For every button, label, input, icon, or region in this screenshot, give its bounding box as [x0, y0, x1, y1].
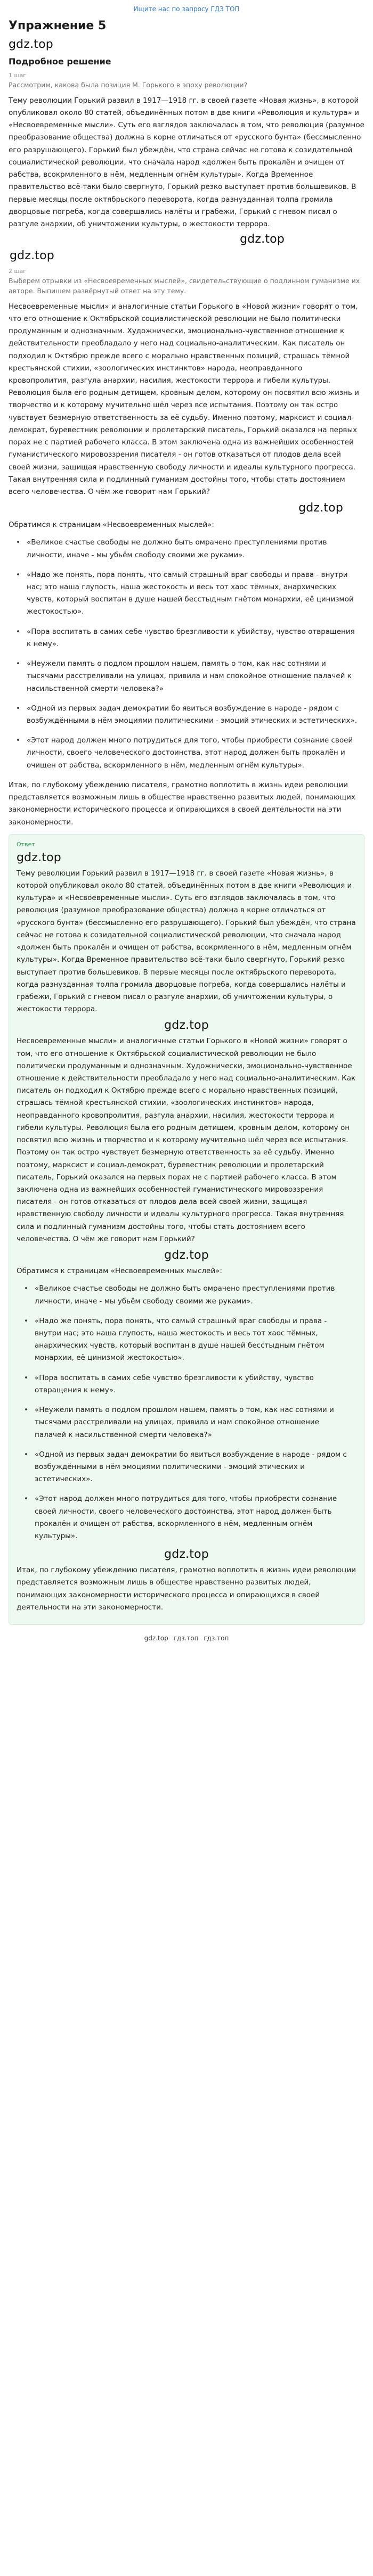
quote-item: • «Надо же понять, пора понять, что самый страшный враг свободы и права - внутри нас; это наша глупость, наша жестокость и весь тот хаос тёмных, анархических чувств, который воспитан в душе нашей бесстыдным гнётом монархии, её цинизмой жестокостью». [17, 1315, 356, 1365]
quote-item: • «Пора воспитать в самих себе чувство брезгливости к убийству, чувство отвращения к нему». [17, 1372, 356, 1397]
watermark: gdz.top [298, 501, 343, 515]
answer-box [9, 834, 364, 1625]
step-1-text: Тему революции Горький развил в 1917—1918 гг. в своей газете «Новая жизнь», в которой опубликовал около 80 статей, объединённых потом в две книги «Революция и культура» и «Несвоевременные мысли». Суть его взглядов заключалась в том, что революция (разумное преобразование общества) должна в корне отличаться от «русского бунта» (бессмысленно его разрушающего). Горький был убеждён, что страна сейчас не готова к созидательной социалистической революции, что сначала народ «должен быть прокалён и очищен от рабства, всокрмленного в нём, медленным огнём культуры». Когда Временное правительство всё-таки было свергнуто, Горький резко выступает против большевиков. В первые месяцы после октябрьского переворота, когда разнузданная толпа громила дворцовые погреба, когда совершались налёты и грабежи, Горький с гневом писал о разгуле анархии, об уничтожении культуры, о жестокости террора. [9, 96, 364, 228]
step-2 [0, 249, 373, 829]
quote-item: • «Неужели память о подлом прошлом нашем, память о том, как нас сотнями и тысячами расстреливали на улицах, привила и нам спокойное отношение палачей к насильственной смерти человека?» [9, 658, 364, 695]
footer-link[interactable]: gdz.top [144, 1634, 168, 1642]
watermark: gdz.top [10, 249, 54, 263]
watermark: gdz.top [9, 38, 53, 51]
answer-conclusion: Итак, по глубокому убеждению писателя, грамотно воплотить в жизнь идеи революции представляется возможным лишь в обществе нравственно развитых людей, понимающих закономерности исторического процесса и опирающихся в своей деятельности на эти закономерности. [17, 1566, 356, 1612]
watermark: gdz.top [164, 1548, 209, 1562]
footer [0, 1634, 373, 1642]
quote-item: • «Одной из первых задач демократии бо явиться возбуждение в народе - рядом с возбуждёнными в нём эмоциями политическими - эмоций этических и эстетических». [17, 1449, 356, 1486]
step-2-paragraph: Несвоевременные мысли» и аналогичные статьи Горького в «Новой жизни» говорят о том, что его отношение к Октябрьской социалистической революции не было политически продуманным и однозначным. Художнически, эмоционально-чувственное отношение к действительности преобладало у него над социально-аналитическим. Как писатель он подходил к Октябрю прежде всего с морально нравственных позиций, страшась тёмной крестьянской стихии, «зоологических инстинктов» народа, неоправданного кровопролития, разгула анархии, насилия, жестокости террора и гибели культуры. Революция была его родным детищем, кровным делом, которому он посвятил всю жизнь и творчество и к которому мучительно шёл через все испытания. Поэтому он так остро чувствует безмерную ответственность за её судьбу. Именно поэтому, марксист и социал-демократ, буревестник революции и пролетарский писатель, Горький оказался на первых порах не с партией рабочего класса. В этом заключена одна из важнейших особенностей гуманистического мировоззрения писателя - он готов отказаться от плодов дела всей своей жизни, защищая нравственную свободу личности и идеалы культурного прогресса. Такая внутренняя сила и подлинный гуманизм достойны того, чтобы стать достоянием всего человечества. О чём же говорит нам Горький? [9, 302, 359, 496]
step-2-label: 2 шаг [9, 268, 27, 275]
step-1-label: 1 шаг [9, 72, 27, 79]
answer-quotes [17, 1283, 356, 1542]
step-2-question: Выберем отрывки из «Несвоевременных мыслей», свидетельствующие о подлинном гуманизме их авторе. Выпишем развёрнутый ответ на эту тему. [9, 277, 360, 295]
answer-paragraph: Тему революции Горький развил в 1917—1918 гг. в своей газете «Новая жизнь», в которой опубликовал около 80 статей, объединённых потом в две книги «Революция и культура» и «Несвоевременные мысли». Суть его взглядов заключалась в том, что революция (разумное преобразование общества) должна в корне отличаться от «русского бунта» (бессмысленно его разрушающего). Горький был убеждён, что страна сейчас не готова к созидательной социалистической революции, что сначала народ «должен быть прокалён и очищен от рабства, всокрмленного в нём, медленным огнём культуры». Когда Временное правительство всё-таки было свергнуто, Горький резко выступает против большевиков. В первые месяцы после октябрьского переворота, когда разнузданная толпа громила дворцовые погреба, когда совершались налёты и грабежи, Горький с гневом писал о разгуле анархии, об уничтожении культуры, о жестокости террора. [17, 869, 356, 1014]
quote-item: • «Одной из первых задач демократии бо явиться возбуждение в народе - рядом с возбуждёнными в нём эмоциями политическими - эмоций этических и эстетических». [9, 703, 364, 727]
footer-link[interactable]: гдз.топ [173, 1634, 199, 1642]
quote-item: • «Этот народ должен много потрудиться для того, чтобы приобрести сознание своей личности, своего человеческого достоинства, этот народ должен быть прокалён и очищен от рабства, вскормленного в нём, медленным огнём культуры». [9, 734, 364, 772]
step-2-intro: Обратимся к страницам «Несвоевременных мыслей»: [9, 521, 214, 530]
quote-item: • «Надо же понять, пора понять, что самый страшный враг свободы и права - внутри нас; это наша глупость, наша жестокость и весь тот хаос тёмных, анархических чувств, который воспитан в душе нашей бесстыдным гнётом монархии, её цинизмой жестокостью». [9, 569, 364, 618]
step-2-quotes [9, 536, 364, 772]
step-2-conclusion: Итак, по глубокому убеждению писателя, грамотно воплотить в жизнь идеи революции представляется возможным лишь в обществе нравственно развитых людей, понимающих закономерности исторического процесса и опирающихся в своей деятельности на эти закономерности. [9, 780, 355, 827]
step-1 [0, 72, 373, 246]
quote-item: • «Пора воспитать в самих себе чувство брезгливости к убийству, чувство отвращения к нему». [9, 626, 364, 650]
watermark: gdz.top [164, 1019, 209, 1033]
answer-intro: Обратимся к страницам «Несвоевременных мыслей»: [17, 1267, 222, 1276]
solution-subtitle: Подробное решение [9, 56, 111, 67]
quote-item: • «Этот народ должен много потрудиться для того, чтобы приобрести сознание своей личности, своего человеческого достоинства, этот народ должен быть прокалён и очищен от рабства, вскормленного в нём, медленным огнём культуры». [17, 1493, 356, 1542]
answer-paragraph: Несвоевременные мысли» и аналогичные статьи Горького в «Новой жизни» говорят о том, что его отношение к Октябрьской социалистической революции не было политически продуманным и однозначным. Художнически, эмоционально-чувственное отношение к действительности преобладало у него над социально-аналитическим. Как писатель он подходил к Октябрю прежде всего с морально нравственных позиций, страшась тёмной крестьянской стихии, «зоологических инстинктов» народа, неоправданного кровопролития, разгула анархии, насилия, жестокости террора и гибели культуры. Революция была его родным детищем, кровным делом, которому он посвятил всю жизнь и творчество и к которому мучительно шёл через все испытания. Поэтому он так остро чувствует безмерную ответственность за её судьбу. Именно поэтому, марксист и социал-демократ, буревестник революции и пролетарский писатель, Горький оказался на первых порах не с партией рабочего класса. В этом заключена одна из важнейших особенностей гуманистического мировоззрения писателя - он готов отказаться от плодов дела всей своей жизни, защищая нравственную свободу личности и идеалы культурного прогресса. Такая внутренняя сила и подлинный гуманизм достойны того, чтобы стать достоянием всего человечества. О чём же говорит нам Горький? [17, 1037, 356, 1243]
step-1-question: Рассмотрим, какова была позиция М. Горького в эпоху революции? [9, 81, 248, 89]
watermark: gdz.top [240, 233, 285, 246]
answer-label: Ответ [17, 840, 35, 848]
exercise-title: Упражнение 5 [9, 19, 107, 32]
footer-link[interactable]: гдз.топ [204, 1634, 229, 1642]
quote-item: • «Великое счастье свободы не должно быть омрачено преступлениями против личности, иначе - мы убьём свободу своими же руками». [17, 1283, 356, 1307]
quote-item: • «Неужели память о подлом прошлом нашем, память о том, как нас сотнями и тысячами расстреливали на улицах, привила и нам спокойное отношение палачей к насильственной смерти человека?» [17, 1404, 356, 1441]
quote-item: • «Великое счастье свободы не должно быть омрачено преступлениями против личности, иначе - мы убьём свободу своими же руками». [9, 536, 364, 561]
watermark: gdz.top [164, 1249, 209, 1262]
watermark: gdz.top [17, 851, 61, 864]
search-hint-link[interactable]: Ищите нас по запросу ГДЗ ТОП [133, 5, 240, 13]
